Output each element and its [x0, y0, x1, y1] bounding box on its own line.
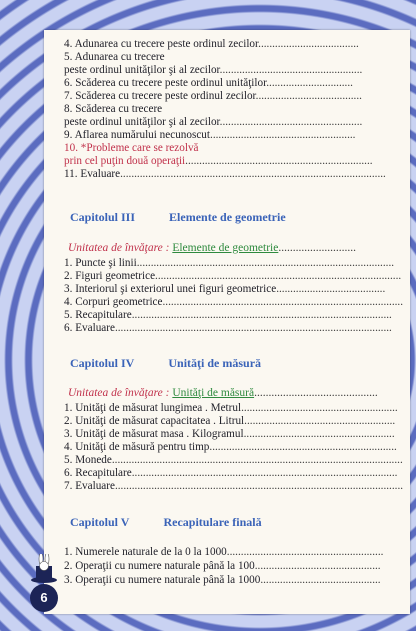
- leader-dots: ...................................................: [219, 64, 363, 76]
- leader-dots: ........................................................................................: [155, 270, 402, 282]
- toc-entry-label: 4. Corpuri geometrice: [64, 296, 163, 308]
- learning-unit: [68, 387, 404, 399]
- toc-entry-label: peste ordinul unităţilor şi al zecilor: [64, 64, 220, 76]
- toc-entry[interactable]: [64, 129, 406, 141]
- leader-dots: ....................................................: [210, 129, 356, 141]
- toc-entry-label: 2. Unităţi de măsurat capacitatea . Litrul: [64, 415, 245, 427]
- toc-entry-label: 1. Numerele naturale de la 0 la 1000: [64, 546, 227, 558]
- toc-entry[interactable]: [64, 574, 406, 586]
- leader-dots: ...................................................................: [209, 441, 397, 453]
- toc-entry[interactable]: [64, 77, 406, 89]
- toc-entry[interactable]: [64, 51, 406, 63]
- toc-entry-label: 6. Evaluare: [64, 322, 115, 334]
- unit-prefix: Unitatea de învăţare :: [68, 387, 170, 399]
- chapter-label: Capitolul IV: [70, 356, 135, 370]
- chapter-heading[interactable]: [70, 515, 404, 530]
- toc-entry[interactable]: [64, 257, 406, 269]
- toc-entry-label: 8. Scăderea cu trecere: [64, 103, 163, 115]
- toc-entry[interactable]: [64, 415, 406, 427]
- toc-entry[interactable]: [64, 103, 406, 115]
- toc-entry-label: 2. Figuri geometrice: [64, 270, 156, 282]
- page-number-badge: 6: [30, 584, 58, 612]
- toc-entry-label: 5. Adunarea cu trecere: [64, 51, 165, 63]
- leader-dots: ......................................................: [243, 428, 395, 440]
- leader-dots: ...............................................................................................: [131, 467, 398, 479]
- leader-dots: ......................................................: [244, 415, 396, 427]
- leader-dots: ....................................: [258, 38, 359, 50]
- toc-entry[interactable]: [64, 296, 406, 308]
- toc-entry-label: 10. *Probleme care se rezolvă: [64, 142, 199, 154]
- unit-link[interactable]: Elemente de geometrie: [172, 242, 279, 254]
- leader-dots: ........................................................: [241, 402, 398, 414]
- toc-entry-label: 1. Unităţi de măsurat lungimea . Metrul: [64, 402, 242, 414]
- leader-dots: ...............................: [266, 77, 353, 89]
- leader-dots: ...........................: [278, 242, 356, 254]
- toc-entry-label: 3. Operaţii cu numere naturale până la 1000: [64, 574, 261, 586]
- toc-entry-label: 7. Evaluare: [64, 480, 115, 492]
- leader-dots: ...................................................................: [185, 155, 373, 167]
- toc-entry[interactable]: [64, 309, 406, 321]
- toc-entry[interactable]: [64, 402, 406, 414]
- toc-entry-label: 2. Operaţii cu numere naturale până la 100: [64, 560, 255, 572]
- learning-unit: [68, 242, 404, 254]
- chapter-title: Recapitulare finală: [163, 515, 262, 529]
- toc-entry-label: 1. Puncte şi linii: [64, 257, 137, 269]
- toc-entry-label: 4. Unităţi de măsură pentru timp: [64, 441, 210, 453]
- leader-dots: .......................................................................................................: [114, 480, 404, 492]
- toc-entry[interactable]: [64, 142, 406, 154]
- toc-entry-label: 9. Aflarea numărului necunoscut: [64, 129, 211, 141]
- chapter-heading[interactable]: [70, 356, 404, 371]
- leader-dots: ........................................................: [226, 546, 384, 558]
- chapter-label: Capitolul III: [70, 210, 136, 224]
- toc-entry-label: 5. Recapitulare: [64, 309, 132, 321]
- chapter-heading[interactable]: [70, 210, 404, 225]
- toc-entry[interactable]: [64, 38, 406, 50]
- toc-entry[interactable]: [64, 116, 406, 128]
- toc-entry-label: 6. Scăderea cu trecere peste ordinul unităţilor: [64, 77, 267, 89]
- toc-entry[interactable]: [64, 546, 406, 558]
- leader-dots: ...........................................: [254, 387, 378, 399]
- toc-entry-label: 3. Unităţi de măsurat masa . Kilogramul: [64, 428, 244, 440]
- leader-dots: ............................................................................................: [136, 257, 395, 269]
- toc-entry[interactable]: [64, 90, 406, 102]
- toc-entry[interactable]: [64, 168, 406, 180]
- toc-entry-label: 3. Interiorul şi exteriorul unei figuri geometrice: [64, 283, 277, 295]
- toc-entry[interactable]: [64, 64, 406, 76]
- leader-dots: ...........................................: [260, 574, 381, 586]
- leader-dots: ...............................................................................................: [120, 168, 386, 180]
- chapter-title: Unităţi de măsură: [168, 356, 262, 370]
- unit-prefix: Unitatea de învăţare :: [68, 242, 170, 254]
- toc-entry[interactable]: [64, 283, 406, 295]
- toc-entry[interactable]: [64, 441, 406, 453]
- toc-entry[interactable]: [64, 322, 406, 334]
- leader-dots: ...................................................................................................: [114, 322, 392, 334]
- toc-entry[interactable]: [64, 480, 406, 492]
- leader-dots: ......................................: [255, 90, 362, 102]
- toc-entry[interactable]: [64, 560, 406, 572]
- toc-entry-label: 7. Scăderea cu trecere peste ordinul zecilor: [64, 90, 256, 102]
- toc-entry-label: prin cel puţin două operaţii: [64, 155, 186, 167]
- toc-entry[interactable]: [64, 270, 406, 282]
- unit-link[interactable]: Unităţi de măsură: [172, 387, 255, 399]
- chapter-label: Capitolul V: [70, 515, 130, 529]
- toc-entry[interactable]: [64, 428, 406, 440]
- toc-entry[interactable]: [64, 155, 406, 167]
- leader-dots: .............................................: [254, 560, 381, 572]
- toc-entry-label: peste ordinul unităţilor şi al zecilor: [64, 116, 220, 128]
- toc-entry-label: 11. Evaluare: [64, 168, 121, 180]
- leader-dots: ...................................................: [219, 116, 363, 128]
- leader-dots: ......................................................................................: [162, 296, 404, 308]
- chapter-title: Elemente de geometrie: [169, 210, 286, 224]
- leader-dots: ........................................................................................................: [111, 454, 403, 466]
- leader-dots: .......................................: [276, 283, 386, 295]
- toc-entry[interactable]: [64, 467, 406, 479]
- leader-dots: .............................................................................................: [131, 309, 392, 321]
- toc-entry[interactable]: [64, 454, 406, 466]
- toc-entry-label: 5. Monede: [64, 454, 112, 466]
- toc-entry-label: 6. Recapitulare: [64, 467, 132, 479]
- toc-entry-label: 4. Adunarea cu trecere peste ordinul zecilor: [64, 38, 259, 50]
- rabbit-hat-icon: [28, 554, 60, 586]
